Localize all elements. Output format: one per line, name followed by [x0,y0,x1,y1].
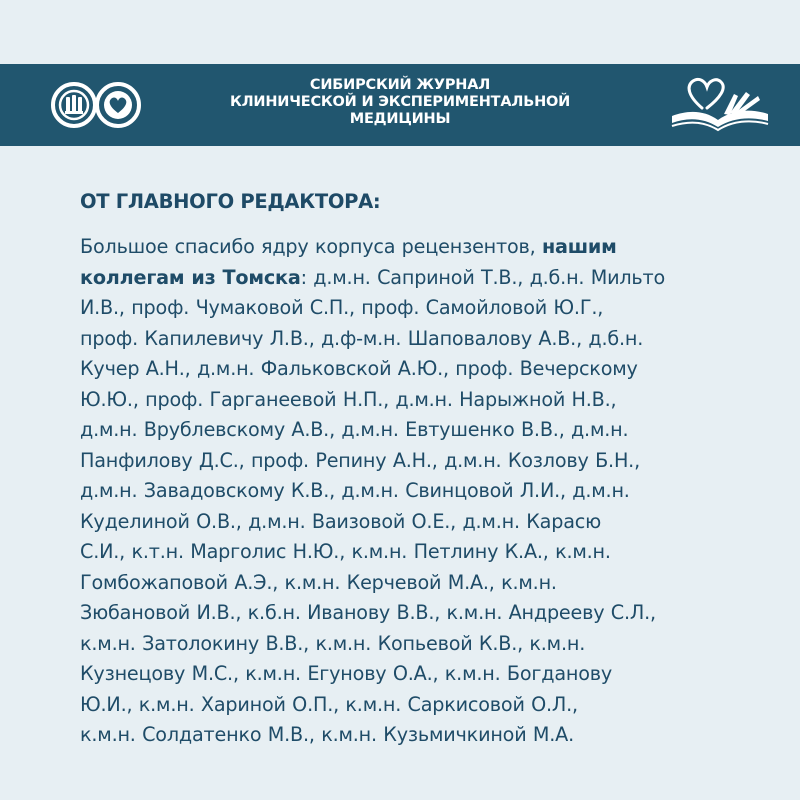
page-heading: ОТ ГЛАВНОГО РЕДАКТОРА: [80,190,381,213]
journal-logo [50,80,146,130]
text-line: Ю.И., к.м.н. Хариной О.П., к.м.н. Саркисовой О.Л., [80,692,578,716]
text-line: Панфилову Д.С., проф. Репину А.Н., д.м.н. Козлову Б.Н., [80,448,640,472]
text-line: И.В., проф. Чумаковой С.П., проф. Самойловой Ю.Г., [80,296,604,319]
text-line: Кузнецову М.С., к.м.н. Егунову О.А., к.м.н. Богданову [80,662,613,685]
text-line: Гомбожаповой А.Э., к.м.н. Керчевой М.А., к.м.н. [80,570,557,594]
heart-book-icon [668,74,772,138]
text-line: к.м.н. Солдатенко М.В., к.м.н. Кузьмичкиной М.А. [80,723,574,746]
journal-title [200,77,600,128]
text-line: д.м.н. Врублевскому А.В., д.м.н. Евтушенко В.В., д.м.н. [80,418,629,441]
reviewer-list-text: : д.м.н. Саприной Т.В., д.б.н. Мильто [300,265,666,289]
emphasis-text: коллегам из Томска [80,265,301,289]
intro-text: Большое спасибо ядру корпуса рецензентов, [80,235,542,258]
journal-title-line: СИБИРСКИЙ ЖУРНАЛ [309,77,491,93]
journal-header-banner [0,64,800,146]
text-line: к.м.н. Затолокину В.В., к.м.н. Копьевой К.В., к.м.н. [80,631,586,655]
text-line: Кучер А.Н., д.м.н. Фальковской А.Ю., проф. Вечерскому [80,357,638,380]
journal-title-line: КЛИНИЧЕСКОЙ И ЭКСПЕРИМЕНТАЛЬНОЙ [229,94,571,110]
text-line [80,232,744,263]
institute-emblem-icon [53,84,95,126]
text-line: С.И., к.т.н. Марголис Н.Ю., к.м.н. Петлину К.А., к.м.н. [80,540,611,563]
text-line: Зюбановой И.В., к.б.н. Иванову В.В., к.м.н. Андрееву С.Л., [80,601,656,624]
text-line [80,263,744,294]
text-line: д.м.н. Завадовскому К.В., д.м.н. Свинцовой Л.И., д.м.н. [80,479,630,502]
heart-circle-icon [97,84,139,126]
text-line: Куделиной О.В., д.м.н. Ваизовой О.Е., д.м.н. Карасю [80,509,602,533]
journal-title-line: МЕДИЦИНЫ [349,111,451,127]
emphasis-text: нашим [541,235,617,258]
text-line: проф. Капилевичу Л.В., д.ф-м.н. Шаповалову А.В., д.б.н. [80,326,644,350]
text-line: Ю.Ю., проф. Гарганеевой Н.П., д.м.н. Нарыжной Н.В., [80,387,617,411]
acknowledgement-text [80,232,744,751]
